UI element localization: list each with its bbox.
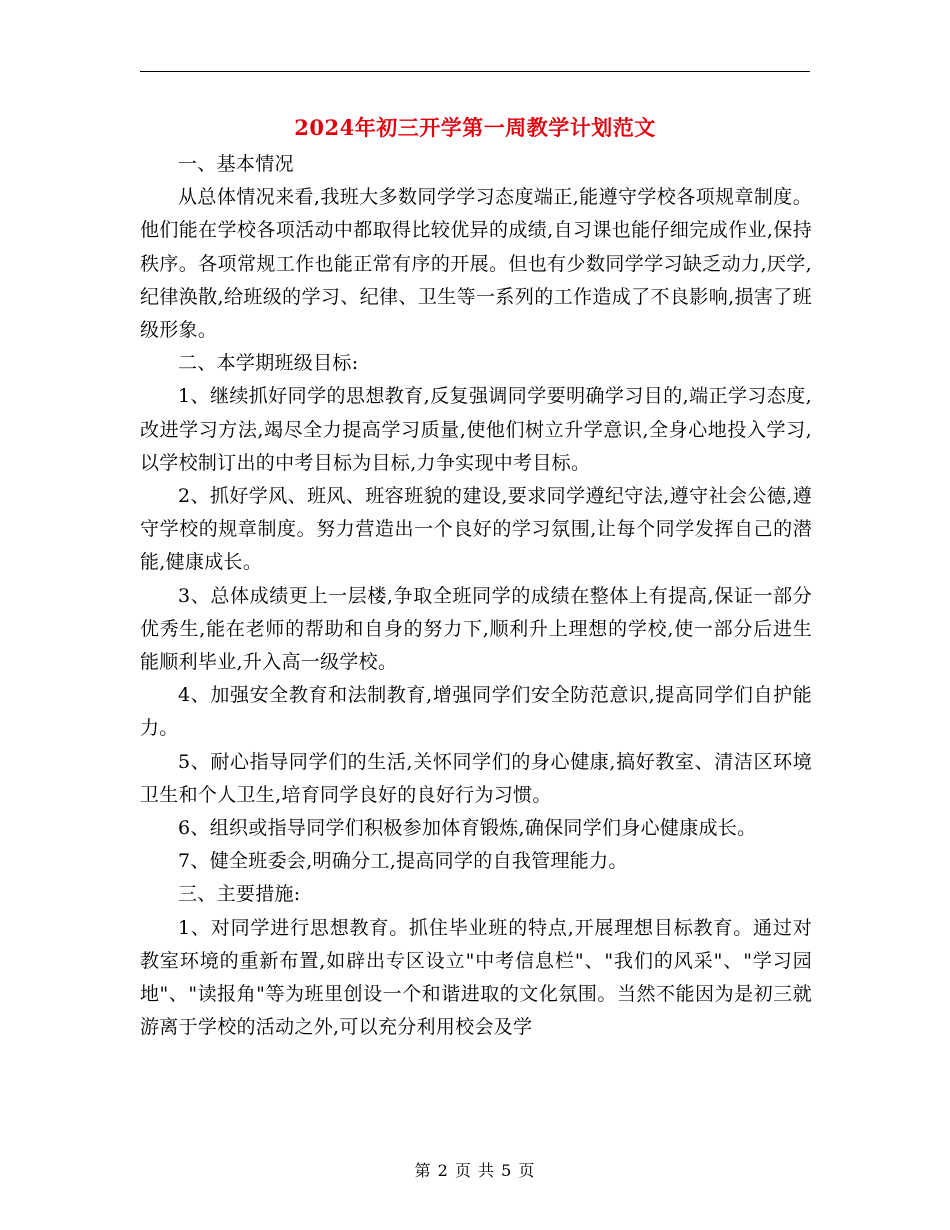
page-number-footer: 第 2 页 共 5 页	[414, 1161, 536, 1180]
document-title: 2024年初三开学第一周教学计划范文	[294, 115, 656, 140]
document-body	[140, 148, 812, 1044]
measure-item-1: 1、对同学进行思想教育。抓住毕业班的特点,开展理想目标教育。通过对教室环境的重新布置,如辟出专区设立"中考信息栏"、"我们的风采"、"学习园地"、"读报角"等为班里创设一个和谐进取的文化氛围。当然不能因为是初三就游离于学校的活动之外,可以充分利用校会及学	[140, 916, 812, 1039]
section-heading-basic-situation: 一、基本情况	[178, 153, 294, 175]
goal-item-4: 4、加强安全教育和法制教育,增强同学们安全防范意识,提高同学们自护能力。	[140, 684, 812, 740]
goal-item-6: 6、组织或指导同学们积极参加体育锻炼,确保同学们身心健康成长。	[178, 817, 757, 840]
goal-item-5: 5、耐心指导同学们的生活,关怀同学们的身心健康,搞好教室、清洁区环境卫生和个人卫生,培育同学良好的良好行为习惯。	[140, 750, 812, 806]
goal-item-1: 1、继续抓好同学的思想教育,反复强调同学要明确学习目的,端正学习态度,改进学习方法,竭尽全力提高学习质量,使他们树立升学意识,全身心地投入学习,以学校制订出的中考目标为目标,力争实现中考目标。	[140, 385, 812, 474]
goal-item-3: 3、总体成绩更上一层楼,争取全班同学的成绩在整体上有提高,保证一部分优秀生,能在老师的帮助和自身的努力下,顺利升上理想的学校,使一部分后进生能顺利毕业,升入高一级学校。	[140, 584, 812, 674]
goal-item-7: 7、健全班委会,明确分工,提高同学的自我管理能力。	[178, 850, 628, 873]
goal-item-2: 2、抓好学风、班风、班容班貌的建设,要求同学遵纪守法,遵守社会公德,遵守学校的规章制度。努力营造出一个良好的学习氛围,让每个同学发挥自己的潜能,健康成长。	[140, 485, 812, 574]
header-rule	[140, 71, 810, 72]
section-heading-measures: 三、主要措施:	[178, 883, 301, 906]
paragraph-overview: 从总体情况来看,我班大多数同学学习态度端正,能遵守学校各项规章制度。他们能在学校各项活动中都取得比较优异的成绩,自习课也能仔细完成作业,保持秩序。各项常规工作也能正常有序的开展。但也有少数同学学习缺乏动力,厌学,纪律涣散,给班级的学习、纪律、卫生等一系列的工作造成了不良影响,损害了班级形象。	[140, 186, 812, 342]
section-heading-class-goals: 二、本学期班级目标:	[178, 352, 359, 375]
